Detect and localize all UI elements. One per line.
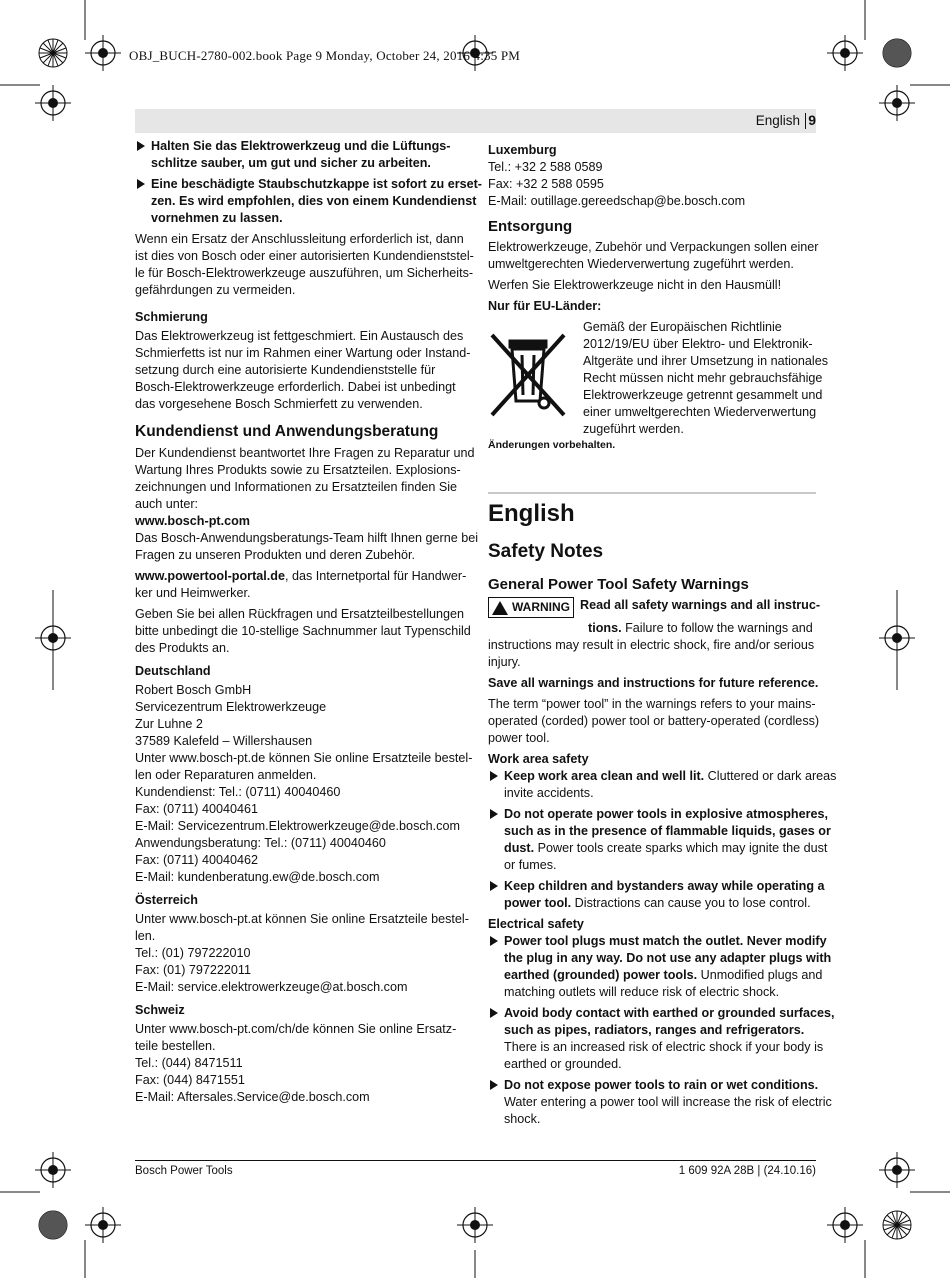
rueckfragen-text: Geben Sie bei allen Rückfragen und Ersatzteilbestellungen bitte unbedingt die 10-stellige Sachnummer laut Typenschild des Produkts an. [135,607,471,655]
bullet-arrow-icon [490,881,498,891]
heading-schweiz: Schweiz [135,1003,185,1017]
bullet-arrow-icon [137,141,145,151]
bullet-clean-vents: Halten Sie das Elektrowerkzeug und die Lüftungs- schlitze sauber, um gut und sicher zu arbeiten. [135,138,461,172]
page-footer [135,1160,816,1177]
heading-general-warnings: General Power Tool Safety Warnings [488,576,749,593]
heading-safety-notes: Safety Notes [488,541,604,562]
bullet-arrow-icon [490,809,498,819]
link-powertool-portal[interactable]: www.powertool-portal.de [135,569,285,583]
portal-text: www.powertool-portal.de, das Internetportal für Handwer- ker und Heimwerker. [135,569,467,600]
bullet-dust-cap: Eine beschädigte Staubschutzkappe ist sofort zu erset- zen. Es wird empfohlen, dies von einem Kundendienst vornehmen zu lassen. [135,176,461,227]
link-bosch-pt[interactable]: www.bosch-pt.com [135,514,250,528]
bullet-explosive-atmospheres: Do not operate power tools in explosive atmospheres, such as in the presence of flammable liquids, gases or dust. Power tools create sparks which may ignite the dust or fumes. [488,806,816,874]
warning-block: WARNING Read all safety warnings and all instruc- tions. Failure to follow the warnings and instructions may result in electric shock, fire and/or serious injury. [488,598,821,669]
save-warnings-text: Save all warnings and instructions for future reference. [488,675,819,690]
section-divider [488,492,816,494]
right-column [488,138,837,1132]
left-column [135,138,483,1110]
deutschland-contact: Robert Bosch GmbH Servicezentrum Elektrowerkzeuge Zur Luhne 2 37589 Kalefeld – Willershausen Unter www.bosch-pt.de können Sie online Ersatzteile bestel- len oder Reparaturen anmelden. Kundendienst: Tel.: (0711) 40040460 Fax: (0711) 40040461 E-Mail: Servicezentrum.Elektrowerkzeuge@de.bosch.com Anwendungsberatung: Tel.: (0711) 40040460 Fax: (0711) 40040462 E-Mail: kundenberatung.ew@de.bosch.com [135,683,473,884]
luxemburg-contact: Tel.: +32 2 588 0589 Fax: +32 2 588 0595 E-Mail: outillage.gereedschap@be.bosch.com [488,160,746,208]
bullet-arrow-icon [490,1080,498,1090]
team-text: Das Bosch-Anwendungsberatungs-Team hilft Ihnen gerne bei Fragen zu unseren Produkten und deren Zubehör. [135,531,479,562]
bullet-rain-wet: Do not expose power tools to rain or wet conditions. Water entering a power tool will increase the risk of electric shock. [488,1077,816,1128]
heading-luxemburg: Luxemburg [488,143,557,157]
bullet-body-contact: Avoid body contact with earthed or grounded surfaces, such as pipes, radiators, ranges and refrigerators. There is an increased risk of electric shock if your body is earthed or grounded. [488,1005,816,1073]
heading-eu-laender: Nur für EU-Länder: [488,299,602,313]
power-tool-term-text: The term “power tool” in the warnings refers to your mains- operated (corded) power tool or battery-operated (cordless) power tool. [488,696,820,745]
header-divider [805,113,806,129]
header-language: English [755,113,800,128]
aenderungen-note: Änderungen vorbehalten. [488,439,616,451]
kundendienst-text: Der Kundendienst beantwortet Ihre Fragen zu Reparatur und Wartung Ihres Produkts sowie zu Ersatzteilen. Explosions- zeichnungen und Informationen zu Ersatzteilen finden Sie auch unter: [135,446,475,511]
bullet-arrow-icon [490,936,498,946]
heading-english: English [488,500,575,527]
cable-replacement-text: Wenn ein Ersatz der Anschlussleitung erforderlich ist, dann ist dies von Bosch oder einer autorisierten Kundendienststel- le für Bosch-Elektrowerkzeuge auszuführen, um Sicherheits- gefährdungen zu vermeiden. [135,232,474,297]
heading-work-area-safety: Work area safety [488,751,589,766]
schweiz-contact: Unter www.bosch-pt.com/ch/de können Sie online Ersatz- teile bestellen. Tel.: (044) 8471511 Fax: (044) 8471551 E-Mail: Aftersales.Service@de.bosch.com [135,1022,457,1104]
heading-schmierung: Schmierung [135,310,208,324]
bullet-children-bystanders: Keep children and bystanders away while operating a power tool. Distractions can cause you to lose control. [488,878,816,912]
page-number: 9 [808,112,816,128]
weee-section [488,319,829,436]
heading-deutschland: Deutschland [135,664,211,678]
entsorgung-text: Elektrowerkzeuge, Zubehör und Verpackungen sollen einer umweltgerechten Wiederverwertung zugeführt werden. [488,240,819,271]
heading-entsorgung: Entsorgung [488,218,573,235]
print-slug: OBJ_BUCH-2780-002.book Page 9 Monday, October 24, 2016 4:35 PM [129,48,521,63]
heading-kundendienst: Kundendienst und Anwendungsberatung [135,423,439,440]
bullet-plugs-outlet: Power tool plugs must match the outlet. Never modify the plug in any way. Do not use any adapter plugs with earthed (grounded) power tools. Unmodified plugs and matching outlets will reduce risk of electric shock. [488,933,816,1001]
bullet-arrow-icon [137,179,145,189]
warning-triangle-icon [492,601,508,615]
bullet-arrow-icon [490,1008,498,1018]
warning-badge: WARNING [488,597,574,618]
oesterreich-contact: Unter www.bosch-pt.at können Sie online Ersatzteile bestel- len. Tel.: (01) 797222010 Fax: (01) 797222011 E-Mail: service.elektrowerkzeuge@at.bosch.com [135,912,469,994]
crossed-bin-icon [488,331,568,421]
weee-text: Gemäß der Europäischen Richtlinie 2012/19/EU über Elektro- und Elektronik- Altgeräte und ihrer Umsetzung in nationales Recht müssen nicht mehr gebrauchsfähige Elektrowerkzeuge getrennt gesammelt und einer umweltgerechten Wiederverwertung zugeführt werden. [583,320,829,436]
footer-doc-number: 1 609 92A 28B | (24.10.16) [678,1165,816,1177]
bullet-arrow-icon [490,771,498,781]
bullet-work-area-clean: Keep work area clean and well lit. Cluttered or dark areas invite accidents. [488,768,816,802]
schmierung-text: Das Elektrowerkzeug ist fettgeschmiert. Ein Austausch des Schmierfetts ist nur im Rahmen einer Wartung oder Instand- setzung durch eine autorisierte Kundendienststelle für Bosch-Elektrowerkzeuge erforderlich. Dabei ist unbedingt das vorgesehene Bosch Schmierfett zu verwenden. [135,329,471,411]
hausmuell-text: Werfen Sie Elektrowerkzeuge nicht in den Hausmüll! [488,278,782,292]
heading-oesterreich: Österreich [135,893,198,907]
running-header [135,109,816,133]
heading-electrical-safety: Electrical safety [488,916,584,931]
footer-publisher: Bosch Power Tools [135,1165,233,1177]
